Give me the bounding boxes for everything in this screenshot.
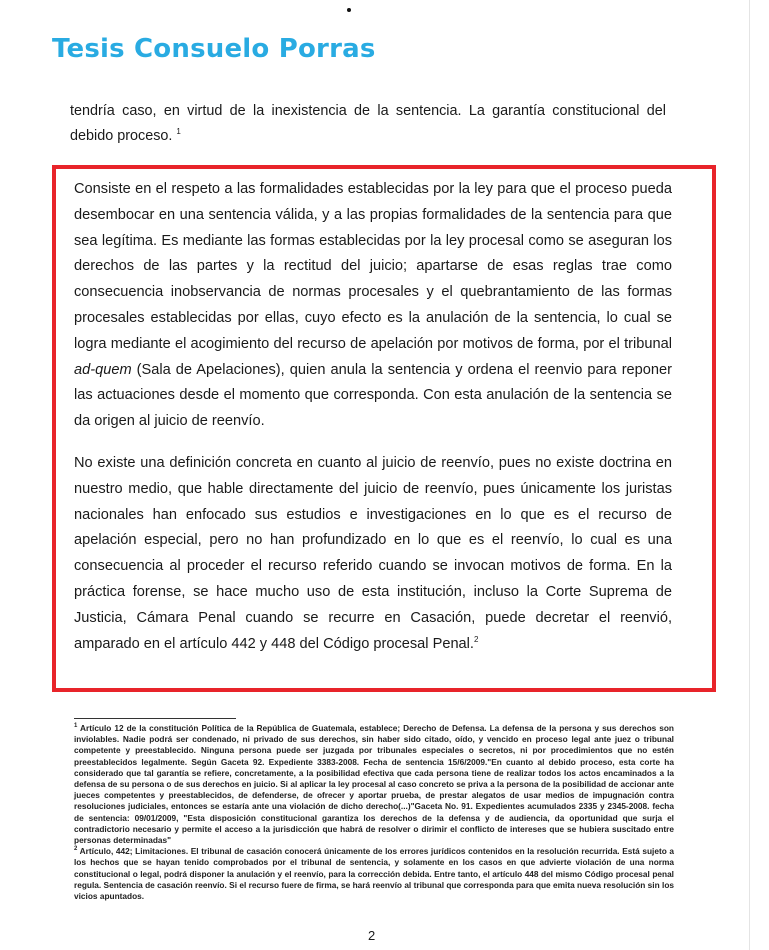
box-paragraph-1 [74,177,672,435]
footnote-ref-1: 1 [176,127,181,137]
page-edge [749,0,750,950]
intro-paragraph [70,99,666,149]
box-paragraph-1-text: Consiste en el respeto a las formalidades establecidas por la ley para que el proceso pueda desembocar en una sentencia válida, y a las propias formalidades de la sentencia para que sea legítima. Es mediante las formas establecidas por la ley procesal como se aseguran los derechos de las partes y la rectitud del juicio; apartarse de esas reglas trae como consecuencia inobservancia de normas procesales y el quebrantamiento de las formas procesales establecidas por ellas, cuyo efecto es la anulación de la sentencia, lo cual se logra mediante el acogimiento del recurso de apelación por motivos de forma, por el tribunal [74,181,672,352]
ad-quem-term: ad-quem [74,361,132,378]
box-paragraph-1-tail: (Sala de Apelaciones), quien anula la sentencia y ordena el reenvio para reponer las actuaciones desde el momento que corresponda. Con esta anulación de la sentencia se da origen al juicio de reenvío. [74,361,672,430]
footnote-1 [74,723,674,846]
footnote-ref-2: 2 [473,634,479,644]
footnote-2-mark: 2 [74,846,78,853]
highlight-box [52,165,716,692]
intro-text: tendría caso, en virtud de la inexistencia de la sentencia. La garantía constitucional del debido proceso. [70,103,666,144]
footnote-1-text: Artículo 12 de la constitución Política de la República de Guatemala, establece; Derecho de Defensa. La defensa de la persona y sus derechos son inviolables. Nadie podrá ser condenado, ni privado de sus derechos, sin haber sido citado, oído, y vencido en proceso legal ante juez o tribunal competente y preestablecido. Ninguna persona puede ser juzgada por tribunales especiales o secretos, ni por procedimientos que no estén preestablecidos legalmente. Según Gaceta 92. Expediente 3383-2008. Fecha de sentencia 15/6/2009."En cuanto al debido proceso, esta corte ha considerado que tal garantía se refiere, concretamente, a la posibilidad efectiva que cada persona tiene de realizar todos los actos encaminados a la defensa de su persona o de sus derechos en juicio. Si al aplicar la ley procesal al caso concreto se priva a la persona de la posibilidad de accionar ante jueces competentes y preestablecidos, de defenderse, de ofrecer y aportar prueba, de prestar alegatos de usar medios de impugnación contra resoluciones judiciales, entonces se estaría ante una violación de dicho derecho(...)"Gaceta No. 91. Expedientes acumulados 2335 y 2345-2008. fecha de sentencia: 09/01/2009, "Esta disposición constitucional garantiza los derechos de la defensa y de audiencia, da oportunidad que surja el contradictorio necesario y permite el acceso a la jurisdicción que habrá de resolver o dirimir el conflicto de intereses que se hubiera suscitado entre personas determinadas" [74,723,674,846]
scan-dot [347,8,351,12]
footnote-1-mark: 1 [74,723,78,730]
footnotes [74,723,674,902]
box-paragraph-2-text: No existe una definición concreta en cuanto al juicio de reenvío, pues no existe doctrina en nuestro medio, que hable directamente del juicio de reenvío, pues únicamente los juristas nacionales han enfocado sus estudios e investigaciones en lo que es el recurso de apelación especial, pero no han profundizado en lo que es el reenvío, lo cual es una consecuencia al proceder el recurso referido cuando se invocan motivos de forma. En la práctica forense, se hace mucho uso de esta institución, incluso la Corte Suprema de Justicia, Cámara Penal cuando se recurre en Casación, puede decretar el reenvió, amparado en el artículo 442 y 448 del Código procesal Penal. [74,455,672,652]
footnote-separator [74,718,236,719]
box-paragraph-2 [74,451,672,657]
footnote-2 [74,846,674,902]
page-number: 2 [368,928,376,943]
page-title: Tesis Consuelo Porras [52,34,376,64]
footnote-2-text: Artículo, 442; Limitaciones. El tribunal de casación conocerá únicamente de los errores jurídicos contenidos en la resolución recurrida. Está sujeto a los hechos que se hayan tenido comprobados por el tribunal de sentencia, y solamente en los casos en que advierte violación de una norma constitucional o legal, podrá disponer la anulación y el reenvío, para la corrección debida. Entre tanto, el artículo 448 del mismo Código procesal penal regula. Sentencia de casación reenvío. Si el recurso fuere de firma, se hará reenvío al tribunal que corresponda para que emita nueva resolución sin los vicios apuntados. [74,846,675,902]
